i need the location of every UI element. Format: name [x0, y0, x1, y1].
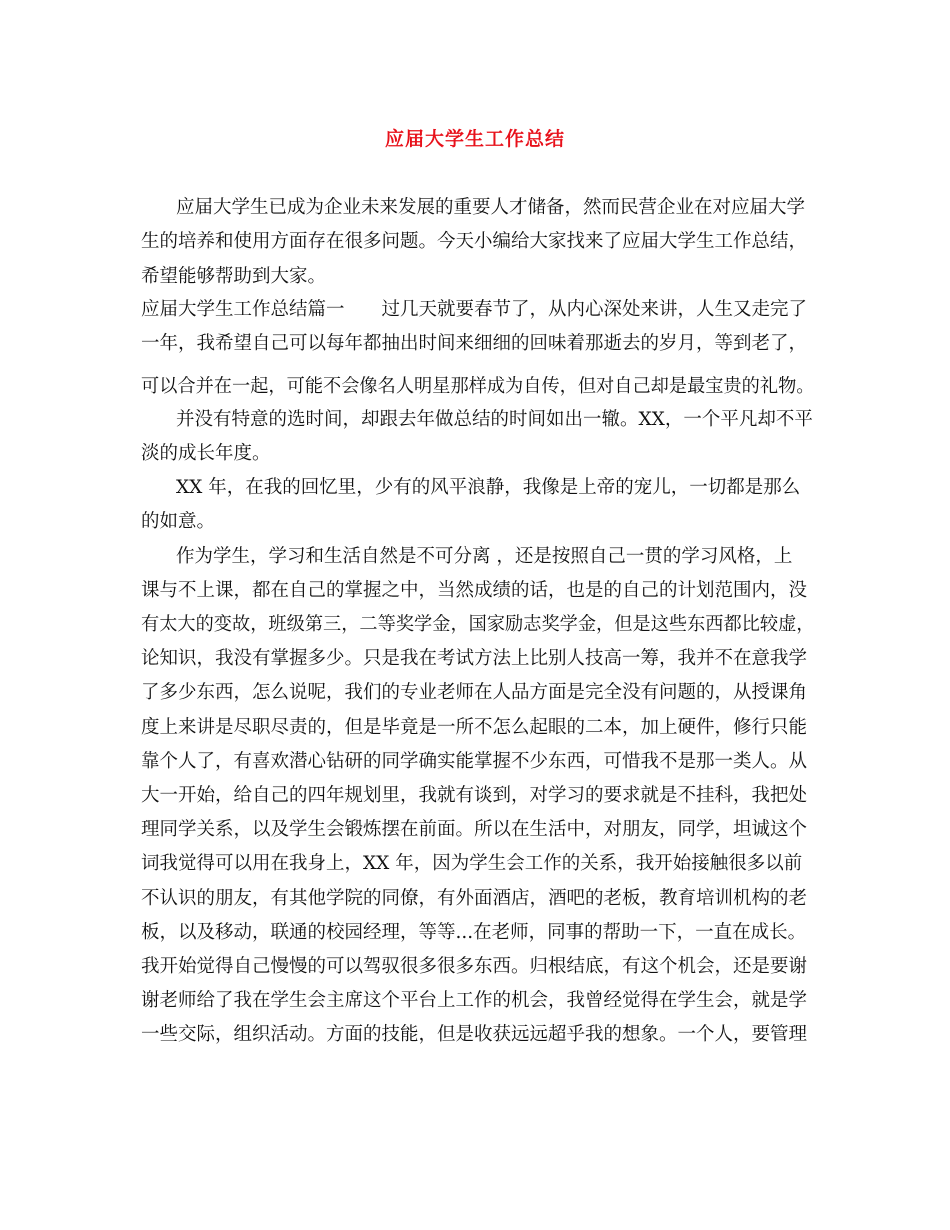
paragraph-line: 度上来讲是尽职尽责的，但是毕竟是一所不怎么起眼的二本，加上硬件，修行只能 — [141, 717, 808, 738]
paragraph-line: 板，以及移动，联通的校园经理，等等...在老师，同事的帮助一下，一直在成长。 — [141, 922, 807, 943]
paragraph-line: 生的培养和使用方面存在很多问题。今天小编给大家找来了应届大学生工作总结， — [141, 231, 808, 252]
paragraph-line: 应届大学生工作总结篇一 过几天就要春节了，从内心深处来讲，人生又走完了 — [141, 299, 808, 320]
paragraph-line: 淡的成长年度。 — [141, 443, 271, 464]
paragraph-line: 理同学关系，以及学生会锻炼摆在前面。所以在生活中，对朋友，同学，坦诚这个 — [141, 819, 808, 840]
paragraph-line: 有太大的变故，班级第三，二等奖学金，国家励志奖学金，但是这些东西都比较虚， — [141, 614, 815, 635]
paragraph-line: 谢老师给了我在学生会主席这个平台上工作的机会，我曾经觉得在学生会，就是学 — [141, 990, 808, 1011]
paragraph-line: 我开始觉得自己慢慢的可以驾驭很多很多东西。归根结底，有这个机会，还是要谢 — [141, 956, 808, 977]
paragraph-line: 词我觉得可以用在我身上，XX 年，因为学生会工作的关系，我开始接触很多以前 — [141, 853, 803, 874]
document-title: 应届大学生工作总结 — [384, 128, 565, 150]
paragraph-line: 课与不上课，都在自己的掌握之中，当然成绩的话，也是的自己的计划范围内，没 — [141, 580, 808, 601]
paragraph-line: 希望能够帮助到大家。 — [141, 266, 327, 287]
paragraph-line: 了多少东西，怎么说呢，我们的专业老师在人品方面是完全没有问题的，从授课角 — [141, 682, 808, 703]
paragraph-line: 一年，我希望自己可以每年都抽出时间来细细的回味着那逝去的岁月，等到老了， — [141, 333, 808, 354]
paragraph-line: 一些交际，组织活动。方面的技能，但是收获远远超乎我的想象。一个人，要管理 — [141, 1024, 808, 1045]
paragraph-line: 应届大学生已成为企业未来发展的重要人才储备，然而民营企业在对应届大学 — [176, 197, 806, 218]
paragraph-line: 并没有特意的选时间，却跟去年做总结的时间如出一辙。XX，一个平凡却不平 — [176, 409, 813, 430]
paragraph-line: 靠个人了，有喜欢潜心钻研的同学确实能掌握不少东西，可惜我不是那一类人。从 — [141, 751, 808, 772]
paragraph-line: 论知识，我没有掌握多少。只是我在考试方法上比别人技高一筹，我并不在意我学 — [141, 648, 808, 669]
paragraph-line: 作为学生，学习和生活自然是不可分离 ，还是按照自己一贯的学习风格，上 — [176, 546, 793, 567]
paragraph-line: 不认识的朋友，有其他学院的同僚，有外面酒店，酒吧的老板，教育培训机构的老 — [141, 888, 808, 909]
paragraph-line: 的如意。 — [141, 511, 216, 532]
paragraph-line: XX 年，在我的回忆里，少有的风平浪静，我像是上帝的宠儿，一切都是那么 — [176, 477, 801, 498]
paragraph-line: 大一开始，给自己的四年规划里，我就有谈到，对学习的要求就是不挂科，我把处 — [141, 785, 808, 806]
paragraph-line: 可以合并在一起，可能不会像名人明星那样成为自传，但对自己却是最宝贵的礼物。 — [141, 376, 815, 397]
